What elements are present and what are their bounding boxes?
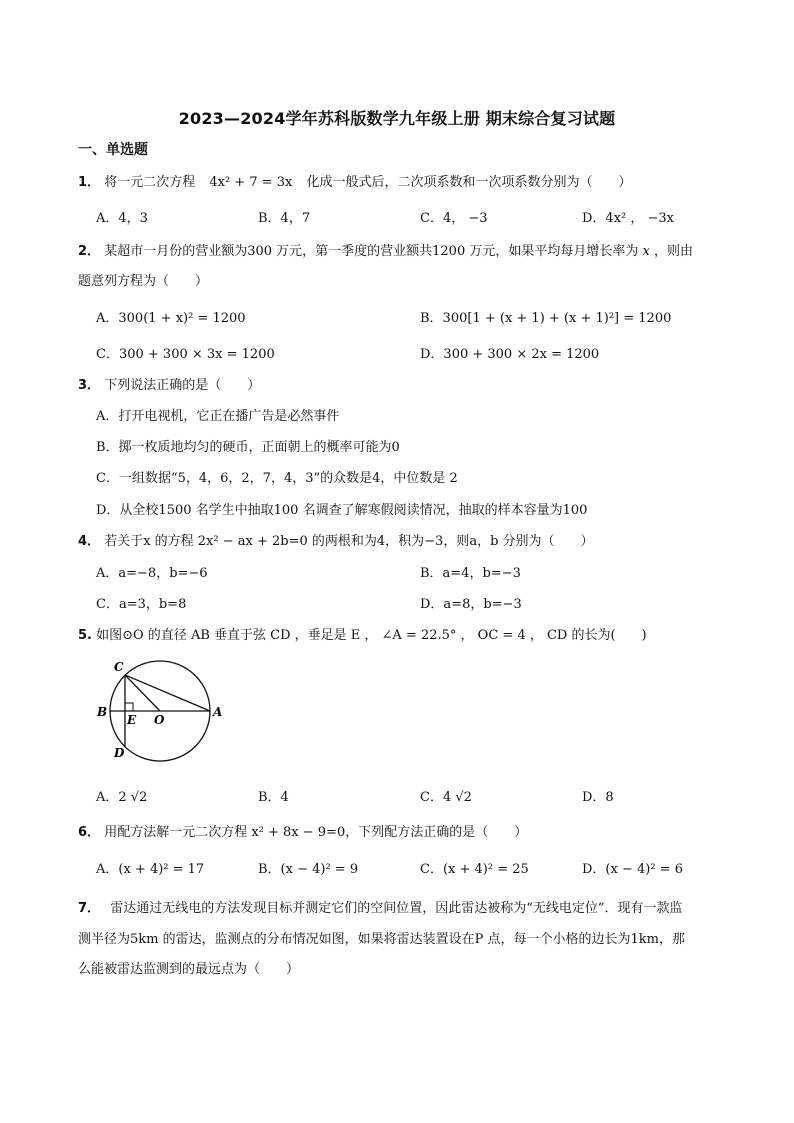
question-1	[78, 171, 632, 190]
question-number: 3．	[78, 378, 101, 393]
equation: 4x² + 7 = 3x	[209, 175, 293, 190]
question-stem-rest: ，则由	[653, 244, 693, 259]
question-stem: 某超市一月份的营业额为300 万元，第一季度的营业额共1200 万元，如果平均每月增长率为	[104, 244, 639, 259]
option-c: C．a=3，b=8	[96, 597, 187, 612]
question-3	[78, 374, 260, 393]
option-b: B．4	[258, 790, 289, 805]
question-stem: 如图⊙O 的直径 AB 垂直于弦 CD ，垂足是 E ， ∠A = 22.5° ， OC = 4 ， CD 的长为( )	[96, 628, 647, 643]
option-a: A．(x + 4)² = 17	[96, 862, 205, 877]
question-stem-rest: 化成一般式后，二次项系数和一次项系数分别为（ ）	[306, 175, 632, 190]
option-d: D．300 + 300 × 2x = 1200	[420, 347, 600, 362]
question-stem-continued: 么能被雷达监测到的最远点为（ ）	[78, 962, 300, 977]
question-number: 1．	[78, 175, 101, 190]
question-7	[78, 897, 682, 916]
option-d: D．8	[582, 790, 614, 805]
segment-oc	[125, 675, 160, 711]
page-title: 2023—2024学年苏科版数学九年级上册 期末综合复习试题	[178, 109, 616, 128]
question-stem: 下列说法正确的是（ ）	[104, 378, 261, 393]
option-d: D．4x² ， −3x	[582, 211, 674, 226]
option-a: A．a=−8，b=−6	[96, 566, 208, 581]
label-e: E	[127, 713, 137, 727]
option-c: C．300 + 300 × 3x = 1200	[96, 347, 275, 362]
question-number: 5.	[78, 628, 92, 643]
option-a: A．打开电视机，它正在播广告是必然事件	[96, 409, 340, 424]
option-c: C．4， −3	[420, 211, 488, 226]
label-d: D	[114, 746, 125, 760]
option-c: C．一组数据“5，4，6，2，7，4，3”的众数是4，中位数是 2	[96, 471, 458, 486]
question-2	[78, 240, 693, 259]
option-c: C．4 √2	[420, 790, 472, 805]
section-heading: 一、单选题	[78, 142, 148, 158]
question-stem: 将一元二次方程	[104, 175, 196, 190]
option-a: A．300(1 + x)² = 1200	[96, 311, 246, 326]
option-c: C．(x + 4)² = 25	[420, 862, 529, 877]
question-number: 2．	[78, 244, 101, 259]
option-b: B．a=4，b=−3	[420, 566, 521, 581]
option-b: B．(x − 4)² = 9	[258, 862, 359, 877]
label-a: A	[213, 705, 223, 719]
label-c: C	[114, 660, 124, 674]
question-number: 6．	[78, 825, 101, 840]
question-stem: 用配方法解一元二次方程 x² + 8x − 9=0，下列配方法正确的是（ ）	[104, 825, 528, 840]
question-6	[78, 821, 527, 840]
question-stem: 雷达通过无线电的方法发现目标并测定它们的空间位置，因此雷达被称为“无线电定位”．现有一款监	[110, 901, 683, 916]
label-o: O	[154, 713, 165, 727]
circle-geometry-figure	[90, 656, 240, 766]
variable: x	[642, 244, 650, 259]
segment-ac	[125, 675, 210, 711]
question-stem: 若关于x 的方程 2x² − ax + 2b=0 的两根和为4，积为−3，则a，b 分别为（ ）	[104, 534, 594, 549]
label-b: B	[97, 705, 108, 719]
question-4	[78, 530, 594, 549]
option-b: B．4，7	[258, 211, 311, 226]
question-number: 7．	[78, 901, 101, 916]
option-a: A．4，3	[96, 211, 148, 226]
question-stem-continued: 题意列方程为（ ）	[78, 274, 209, 289]
right-angle-mark	[125, 703, 133, 711]
option-d: D．(x − 4)² = 6	[582, 862, 683, 877]
option-d: D．从全校1500 名学生中抽取100 名调查了解寒假阅读情况，抽取的样本容量为100	[96, 503, 588, 518]
option-b: B．300[1 + (x + 1) + (x + 1)²] = 1200	[420, 311, 672, 326]
option-d: D．a=8，b=−3	[420, 597, 522, 612]
question-5	[78, 624, 647, 643]
option-a: A．2 √2	[96, 790, 148, 805]
question-stem-continued: 测半径为5km 的雷达，监测点的分布情况如图，如果将雷达装置设在P 点，每一个小格的边长为1km，那	[78, 932, 685, 947]
option-b: B．掷一枚质地均匀的硬币，正面朝上的概率可能为0	[96, 440, 400, 455]
question-number: 4．	[78, 534, 101, 549]
